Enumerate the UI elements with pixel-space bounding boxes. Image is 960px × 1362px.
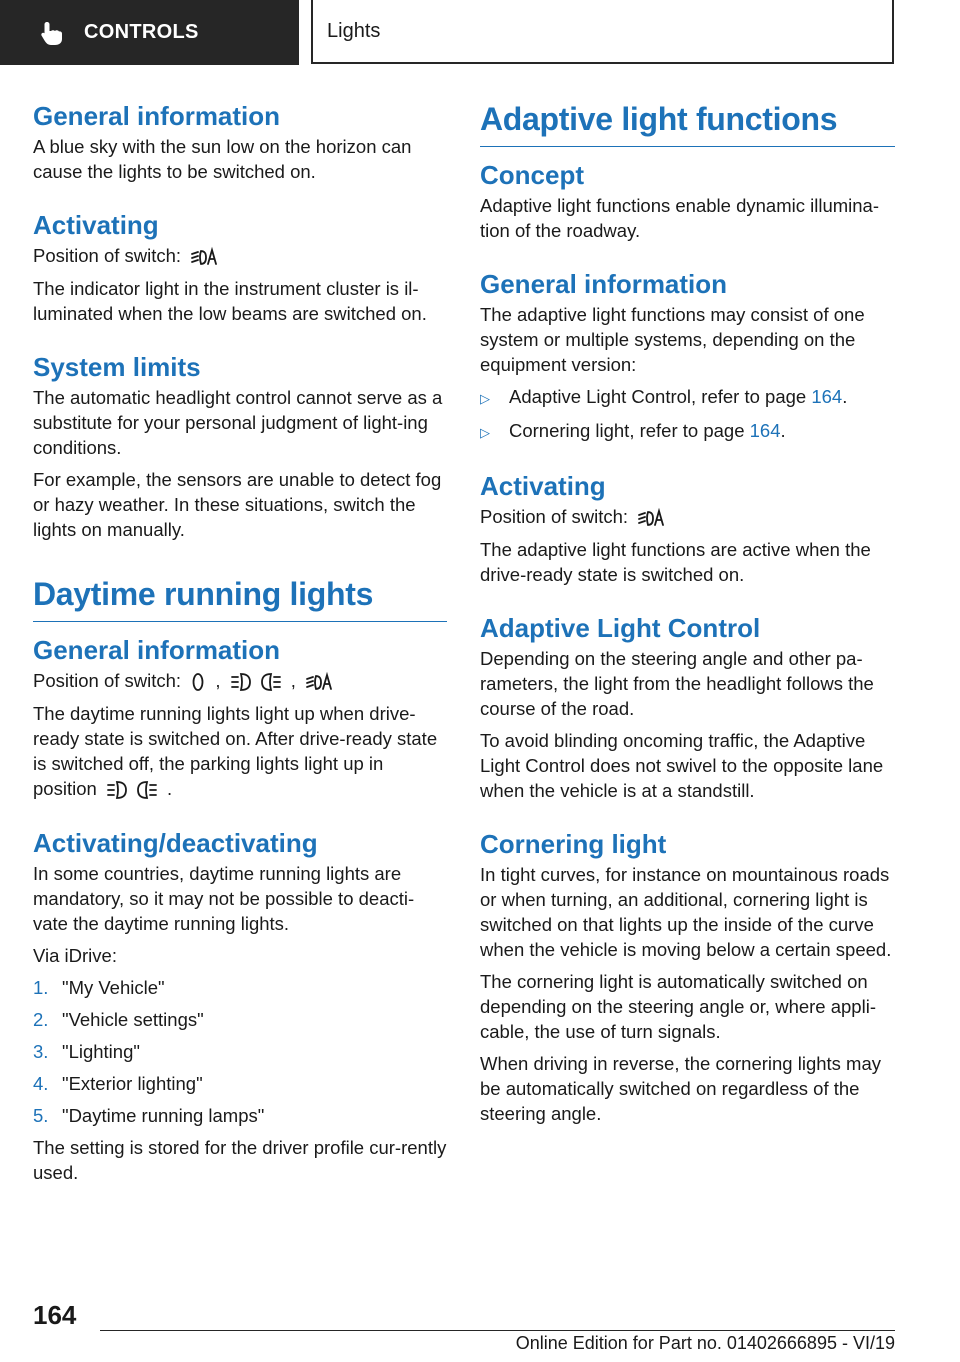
switch-position-label: Position of switch: bbox=[33, 670, 182, 692]
auto-headlight-icon bbox=[190, 245, 218, 269]
paragraph: In some countries, daytime running lights are mandatory, so it may not be possible to deacti-vate the daytime running lights. bbox=[33, 863, 415, 935]
switch-position-line bbox=[33, 243, 447, 269]
separator: , bbox=[290, 670, 296, 692]
paragraph: Adaptive light functions enable dynamic illumina-tion of the roadway. bbox=[480, 195, 879, 241]
list-item bbox=[33, 1103, 447, 1128]
period: . bbox=[842, 386, 848, 407]
list-item bbox=[480, 384, 895, 411]
page-link[interactable]: 164 bbox=[749, 420, 781, 441]
paragraph: The adaptive light functions may consist of one system or multiple systems, depending on the equipment version: bbox=[480, 304, 865, 375]
heading-activating-deactivating: Activating/deactivating bbox=[33, 828, 318, 859]
heading-general-information: General information bbox=[480, 269, 728, 299]
bullet-text bbox=[509, 384, 847, 411]
paragraph-text: The daytime running lights light up when drive-ready state is switched on. After drive-ready state is switched off, the parking lights light up in position bbox=[33, 703, 438, 800]
heading-activating: Activating bbox=[480, 471, 606, 501]
paragraph: Via iDrive: bbox=[33, 945, 117, 967]
paragraph: The indicator light in the instrument cluster is il-luminated when the low beams are switched on. bbox=[33, 278, 427, 325]
paragraph: The adaptive light functions are active when the drive-ready state is switched on. bbox=[480, 539, 871, 586]
step-number: 5. bbox=[33, 1105, 49, 1127]
step-text: "Daytime running lamps" bbox=[62, 1105, 265, 1127]
bullet-label: Cornering light, refer to page bbox=[509, 420, 750, 441]
step-number: 1. bbox=[33, 977, 49, 999]
heading-daytime-running-lights: Daytime running lights bbox=[33, 575, 447, 622]
paragraph: The setting is stored for the driver profile cur-rently used. bbox=[33, 1137, 447, 1184]
bullet-label: Adaptive Light Control, refer to page bbox=[509, 386, 812, 407]
paragraph: Depending on the steering angle and other pa-rameters, the light from the headlight follows the course of the road. bbox=[480, 648, 874, 720]
parking-lights-icon bbox=[106, 778, 158, 802]
step-number: 2. bbox=[33, 1009, 49, 1031]
paragraph: A blue sky with the sun low on the horizon can cause the lights to be switched on. bbox=[33, 136, 412, 182]
paragraph: For example, the sensors are unable to detect fog or hazy weather. In these situations, switch the lights on manually. bbox=[33, 469, 442, 541]
step-text: "Vehicle settings" bbox=[62, 1009, 204, 1031]
paragraph: The cornering light is automatically switched on depending on the steering angle or, where appli-cable, the use of turn signals. bbox=[480, 971, 876, 1043]
right-column bbox=[480, 100, 895, 1133]
period: . bbox=[167, 778, 173, 800]
step-number: 4. bbox=[33, 1073, 49, 1095]
heading-system-limits: System limits bbox=[33, 352, 201, 383]
switch-position-line bbox=[480, 504, 895, 530]
paragraph: To avoid blinding oncoming traffic, the Adaptive Light Control does not swivel to the opposite lane when the vehicle is at a standstill. bbox=[480, 730, 884, 802]
lights-off-icon bbox=[190, 670, 206, 694]
list-item bbox=[33, 1039, 447, 1064]
heading-cornering-light: Cornering light bbox=[480, 829, 667, 860]
hand-pointer-icon bbox=[38, 19, 66, 47]
switch-position-label: Position of switch: bbox=[33, 245, 182, 266]
switch-position-label: Position of switch: bbox=[480, 506, 629, 527]
list-item bbox=[33, 975, 447, 1000]
step-text: "My Vehicle" bbox=[62, 977, 165, 999]
heading-adaptive-light-functions: Adaptive light functions bbox=[480, 100, 895, 147]
auto-headlight-icon bbox=[305, 670, 333, 694]
header-chapter-tab bbox=[311, 0, 894, 64]
heading-general-information: General information bbox=[33, 101, 281, 131]
auto-headlight-icon bbox=[637, 506, 665, 530]
left-column bbox=[33, 100, 447, 1192]
list-item bbox=[480, 418, 895, 445]
heading-adaptive-light-control: Adaptive Light Control bbox=[480, 613, 761, 644]
paragraph: In tight curves, for instance on mountainous roads or when turning, an additional, cornering light is switched on that lights up the inside of the curve when the vehicle is moving below a certain speed. bbox=[480, 864, 892, 961]
header-section-label: CONTROLS bbox=[84, 21, 199, 43]
paragraph: The automatic headlight control cannot serve as a substitute for your personal judgment of light-ing conditions. bbox=[33, 387, 443, 459]
parking-lights-icon bbox=[230, 670, 282, 694]
heading-general-information: General information bbox=[33, 635, 281, 666]
page-link[interactable]: 164 bbox=[811, 386, 843, 407]
footer-divider bbox=[100, 1330, 895, 1331]
list-item bbox=[33, 1007, 447, 1032]
switch-position-line bbox=[33, 668, 447, 694]
bullet-triangle-icon: ▷ bbox=[480, 425, 490, 440]
paragraph bbox=[33, 701, 447, 802]
step-text: "Exterior lighting" bbox=[62, 1073, 203, 1095]
step-text: "Lighting" bbox=[62, 1041, 140, 1063]
heading-activating: Activating bbox=[33, 210, 159, 240]
paragraph: When driving in reverse, the cornering lights may be automatically switched on regardless of the steering angle. bbox=[480, 1053, 882, 1125]
list-item bbox=[33, 1071, 447, 1096]
period: . bbox=[780, 420, 786, 441]
step-number: 3. bbox=[33, 1041, 49, 1063]
page-number: 164 bbox=[33, 1300, 77, 1330]
bullet-triangle-icon: ▷ bbox=[480, 391, 490, 406]
bullet-text bbox=[509, 418, 786, 445]
header-section-tab bbox=[0, 0, 299, 65]
footer-edition: Online Edition for Part no. 01402666895 - VI/19 bbox=[515, 1333, 895, 1353]
heading-concept: Concept bbox=[480, 160, 584, 190]
header-chapter-label: Lights bbox=[327, 19, 381, 42]
separator: , bbox=[215, 670, 221, 692]
